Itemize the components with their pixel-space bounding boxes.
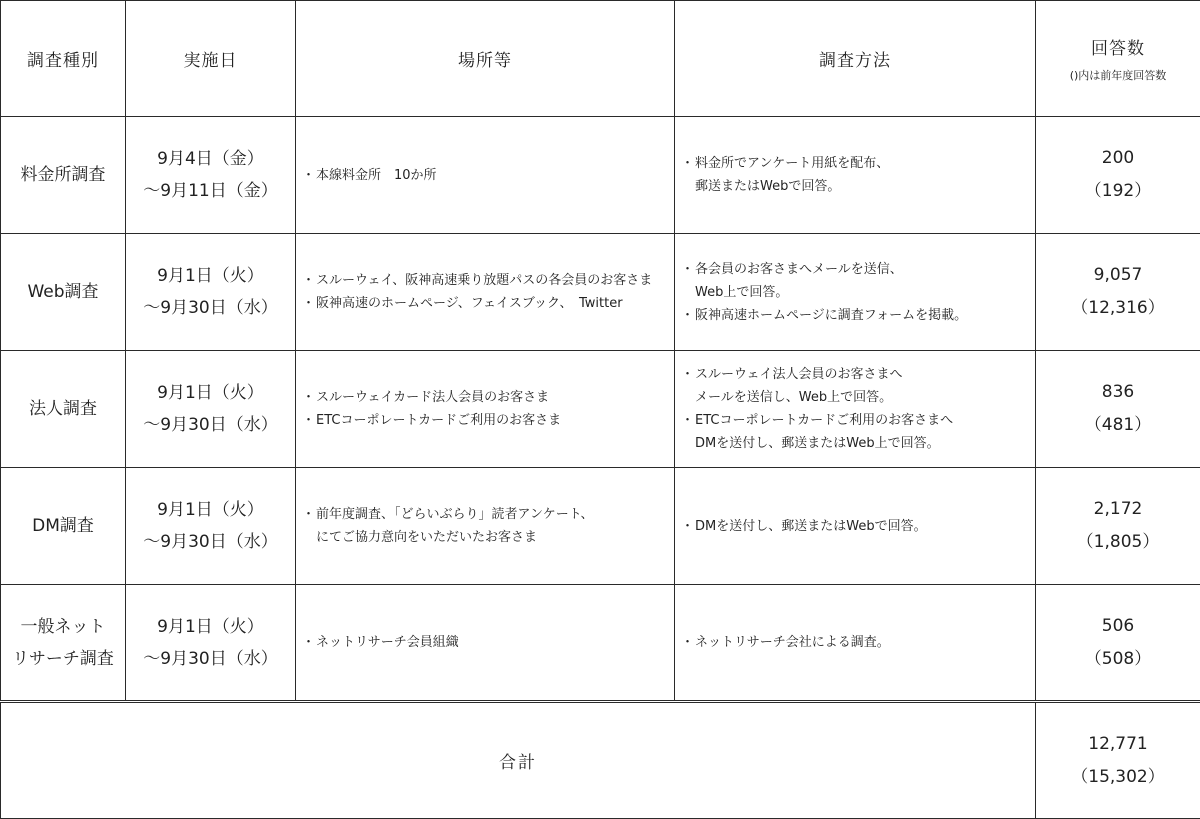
survey-date: ～9月30日（水） [126, 526, 295, 558]
survey-date: 9月4日（金） [126, 143, 295, 175]
header-count-note: ()内は前年度回答数 [1036, 67, 1200, 83]
survey-date-cell [126, 117, 296, 234]
total-count-cell [1036, 702, 1200, 819]
survey-date: 9月1日（火） [126, 377, 295, 409]
survey-date: 9月1日（火） [126, 494, 295, 526]
place-item: ・ 前年度調査、「どらいぶらり」読者アンケート、 にてご協力意向をいただいたお客さま [302, 503, 668, 549]
survey-place-cell [296, 117, 675, 234]
method-item: ・ DMを送付し、郵送またはWebで回答。 [681, 515, 1029, 538]
method-item: ・ 料金所でアンケート用紙を配布、 郵送またはWebで回答。 [681, 152, 1029, 198]
survey-date: ～9月30日（水） [126, 409, 295, 441]
survey-date-cell [126, 351, 296, 468]
survey-type: 法人調査 [1, 393, 125, 425]
survey-type: DM調査 [1, 510, 125, 542]
response-count-cell [1036, 234, 1200, 351]
survey-method-cell [675, 117, 1036, 234]
survey-date: 9月1日（火） [126, 260, 295, 292]
place-list [296, 631, 674, 654]
survey-method-cell [675, 351, 1036, 468]
survey-type: 料金所調査 [1, 159, 125, 191]
survey-method-cell [675, 234, 1036, 351]
total-prev-count: （15,302） [1036, 761, 1200, 794]
header-place: 場所等 [296, 1, 675, 117]
survey-method-cell [675, 468, 1036, 585]
place-item: ・ ETCコーポレートカードご利用のお客さま [302, 409, 668, 432]
header-count-label: 回答数 [1091, 39, 1145, 59]
response-count: 9,057 [1036, 259, 1200, 292]
place-item: ・ 阪神高速のホームページ、フェイスブック、 Twitter [302, 292, 668, 315]
method-list [675, 631, 1035, 654]
method-item: ・ ネットリサーチ会社による調査。 [681, 631, 1029, 654]
survey-type: リサーチ調査 [1, 643, 125, 675]
header-method: 調査方法 [675, 1, 1036, 117]
place-item: ・ スルーウェイ、阪神高速乗り放題パスの各会員のお客さま [302, 269, 668, 292]
total-label: 合計 [1, 702, 1036, 819]
response-count-cell [1036, 585, 1200, 702]
survey-type: Web調査 [1, 276, 125, 308]
method-item: ・ 阪神高速ホームページに調査フォームを掲載。 [681, 304, 1029, 327]
survey-date-cell [126, 468, 296, 585]
survey-date-cell [126, 234, 296, 351]
method-item: ・ スルーウェイ法人会員のお客さまへ メールを送信し、Web上で回答。 [681, 363, 1029, 409]
method-list [675, 152, 1035, 198]
survey-place-cell [296, 468, 675, 585]
place-item: ・ スルーウェイカード法人会員のお客さま [302, 386, 668, 409]
survey-place-cell [296, 585, 675, 702]
response-count-cell [1036, 351, 1200, 468]
place-list [296, 164, 674, 187]
method-item: ・ ETCコーポレートカードご利用のお客さまへ DMを送付し、郵送またはWeb上で回答。 [681, 409, 1029, 455]
header-date: 実施日 [126, 1, 296, 117]
prev-year-count: （481） [1036, 409, 1200, 442]
table-row [1, 585, 1200, 702]
survey-type-cell [1, 234, 126, 351]
table-row [1, 234, 1200, 351]
survey-date: 9月1日（火） [126, 611, 295, 643]
method-item: ・ 各会員のお客さまへメールを送信、 Web上で回答。 [681, 258, 1029, 304]
table-body [1, 117, 1200, 702]
response-count-cell [1036, 117, 1200, 234]
header-count [1036, 1, 1200, 117]
survey-date: ～9月30日（水） [126, 643, 295, 675]
header-type: 調査種別 [1, 1, 126, 117]
survey-date: ～9月11日（金） [126, 175, 295, 207]
response-count: 200 [1036, 142, 1200, 175]
survey-type-cell [1, 117, 126, 234]
survey-place-cell [296, 234, 675, 351]
survey-date-cell [126, 585, 296, 702]
place-list [296, 386, 674, 432]
method-list [675, 258, 1035, 327]
place-list [296, 269, 674, 315]
survey-type-cell [1, 468, 126, 585]
response-count-cell [1036, 468, 1200, 585]
prev-year-count: （1,805） [1036, 526, 1200, 559]
prev-year-count: （508） [1036, 643, 1200, 676]
place-item: ・ 本線料金所 10か所 [302, 164, 668, 187]
prev-year-count: （192） [1036, 175, 1200, 208]
survey-type: 一般ネット [1, 611, 125, 643]
header-row [1, 1, 1200, 117]
place-list [296, 503, 674, 549]
survey-type-cell [1, 585, 126, 702]
response-count: 2,172 [1036, 493, 1200, 526]
place-item: ・ ネットリサーチ会員組織 [302, 631, 668, 654]
survey-type-cell [1, 351, 126, 468]
table-row [1, 117, 1200, 234]
total-count: 12,771 [1036, 728, 1200, 761]
table-row [1, 468, 1200, 585]
survey-date: ～9月30日（水） [126, 292, 295, 324]
response-count: 506 [1036, 610, 1200, 643]
total-row [1, 702, 1200, 819]
survey-place-cell [296, 351, 675, 468]
response-count: 836 [1036, 376, 1200, 409]
method-list [675, 363, 1035, 455]
survey-method-cell [675, 585, 1036, 702]
prev-year-count: （12,316） [1036, 292, 1200, 325]
method-list [675, 515, 1035, 538]
table-row [1, 351, 1200, 468]
